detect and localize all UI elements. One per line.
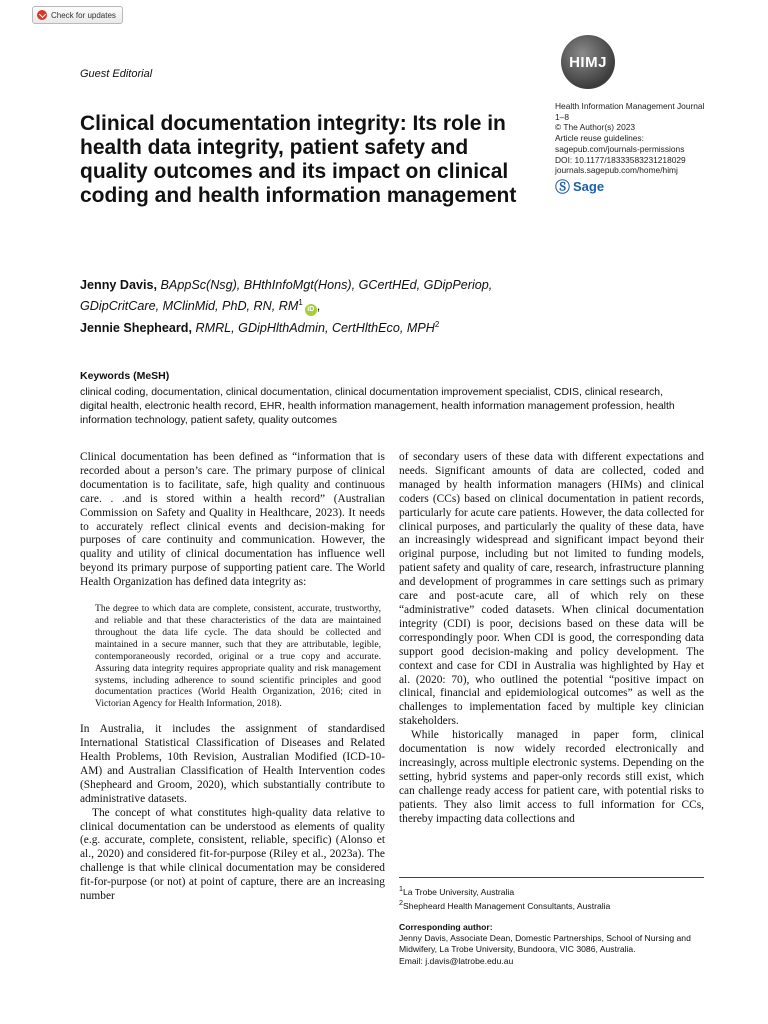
page-range: 1–8 <box>555 111 569 122</box>
corresponding-author-email[interactable]: Email: j.davis@latrobe.edu.au <box>399 955 514 966</box>
author-name: Jenny Davis, <box>80 278 158 292</box>
publisher-logo <box>555 176 604 197</box>
reuse-label: Article reuse guidelines: <box>555 133 644 144</box>
corresponding-author-details: Jenny Davis, Associate Dean, Domestic Partnerships, School of Nursing and Midwifery, La Trobe University, Bundoora, VIC 3086, Australia. <box>399 932 691 955</box>
right-column <box>399 451 704 826</box>
body-paragraph: In Australia, it includes the assignment of standardised International Statistical Classification of Diseases and Related Health Problems, 10th Revision, Australian Modified (ICD-10-AM) and Australian Classification of Health Intervention codes (Shepheard and Groom, 2020), which substantially contribute to administrative datasets. <box>80 723 385 805</box>
body-paragraph: While historically managed in paper form, clinical documentation is now widely recorded electronically and increasingly, across multiple electronic systems. Depending on the setting, hybrid systems and paper-only records still exist, which can challenge ready access for patient care, with potential risks to patients. They also limit access to full information for CCs, thereby impacting data collections and <box>399 729 704 825</box>
doi-link[interactable]: DOI: 10.1177/18333583231218029 <box>555 154 686 165</box>
publisher-name: Sage <box>573 179 605 194</box>
body-paragraph: Clinical documentation has been defined as “information that is recorded about a person’s care. The primary purpose of clinical documentation is to facilitate, safe, high quality and continuous care. . .and is stored within a health record” (Australian Commission on Safety and Quality in Healthcare, 2023). It needs to accurately reflect clinical events and decision-making for purposes of care continuity and communication. However, the quality and utility of clinical documentation has influence well beyond its primary purpose of supporting patient care. The World Health Organization has defined data integrity as: <box>80 451 385 589</box>
body-paragraph: of secondary users of these data with different expectations and needs. Significant amounts of data are collected, coded and managed by health information managers (HIMs) and clinical coders (CCs) based on clinical documentation in patient records, particularly for acute care patients. However, the data collected for clinical purposes, and particularly the quality of these data, have an increasingly widespread and significant impact beyond their original purpose, including but not limited to funding models, patient safety and quality of care, research, infrastructure planning and development of programmes in care settings such as primary care and post-acute care, all of which rely on these “administrative” coded datasets. When clinical documentation integrity (CDI) is poor, decisions based on these data will be correspondingly poor. When CDI is good, the corresponding data support good decision-making and policy development. The context and case for CDI in Australia was highlighted by Hay et al. (2020: 70), who outlined the potential “positive impact on clinical, financial and epidemiological outcomes” as well as the challenges to implementation faced by multiple key clinician stakeholders. <box>399 451 704 728</box>
author-credentials: GDipCritCare, MClinMid, PhD, RN, RM <box>80 299 299 314</box>
author-list <box>80 276 680 337</box>
affiliation-1: $^1$La Trobe University, Australia <box>399 885 515 897</box>
author-1-continued <box>80 294 680 316</box>
check-for-updates-label: Check for updates <box>51 10 116 20</box>
author-1 <box>80 276 680 294</box>
affiliation-marker: 2 <box>434 320 440 330</box>
journal-name: Health Information Management Journal <box>555 101 705 111</box>
left-column <box>80 451 385 904</box>
footnote-divider <box>399 877 704 878</box>
orcid-label: iD <box>307 306 315 314</box>
affiliation-2-text: Shepheard Health Management Consultants, Australia <box>402 901 611 912</box>
check-for-updates-button[interactable] <box>32 6 123 24</box>
journal-logo-text: HIMJ <box>569 53 607 71</box>
journal-home-link[interactable]: journals.sagepub.com/home/himj <box>555 165 678 176</box>
journal-metadata <box>555 101 715 176</box>
section-label: Guest Editorial <box>80 68 153 80</box>
keywords-heading: Keywords (MeSH) <box>80 370 170 382</box>
affiliation-1-text: La Trobe University, Australia <box>402 886 515 897</box>
permissions-link[interactable]: sagepub.com/journals-permissions <box>555 143 685 154</box>
corresponding-author-heading: Corresponding author: <box>399 921 493 932</box>
keywords-text: clinical coding, documentation, clinical documentation, clinical documentation improvement specialist, CDIS, clinical research, digital health, electronic health record, EHR, health information management, health information management profession, health information technology, patient safety, quality outcomes <box>80 386 675 426</box>
sage-s-icon: Ⓢ <box>555 179 571 196</box>
author-2 <box>80 316 680 337</box>
author-credentials: BAppSc(Nsg), BHthInfoMgt(Hons), GCertHEd, GDipPeriop, <box>160 278 493 292</box>
block-quote: The degree to which data are complete, consistent, accurate, trustworthy, and reliable and that these characteristics of the data are maintained throughout the data life cycle. The data should be collected and maintained in a secure manner, such that they are attributable, legible, contemporaneously recorded, original or a true copy and accurate. Assuring data integrity requires appropriate quality and risk management systems, including adherence to sound scientific principles and good documentation practices (World Health Organization, 2016; cited in Victorian Agency for Health Information, 2018). <box>95 603 381 710</box>
affiliation-2: $^2$Shepheard Health Management Consultants, Australia <box>399 899 611 912</box>
body-paragraph: The concept of what constitutes high-quality data relative to clinical documentation can be understood as elements of quality (e.g. accurate, complete, consistent, reliable, specific) (Alonso et al., 2020) and considered fit-for-purpose (Riley et al., 2023a). The challenge is that while clinical documentation may be considered fit-for-purpose (or not) at point of capture, there are an increasing number <box>80 806 385 903</box>
affiliation-marker: 1 <box>298 298 303 307</box>
check-updates-icon <box>37 10 47 20</box>
author-credentials: RMRL, GDipHlthAdmin, CertHlthEco, MPH <box>195 321 435 336</box>
journal-logo <box>561 35 615 89</box>
author-separator: , <box>316 299 321 314</box>
orcid-icon[interactable] <box>305 304 317 316</box>
copyright: © The Author(s) 2023 <box>555 122 636 133</box>
author-name: Jennie Shepheard, <box>80 321 192 336</box>
footnotes <box>399 884 709 967</box>
article-title: Clinical documentation integrity: Its role in health data integrity, patient safety and quality outcomes and its impact on clinical coding and health information management <box>80 112 517 207</box>
